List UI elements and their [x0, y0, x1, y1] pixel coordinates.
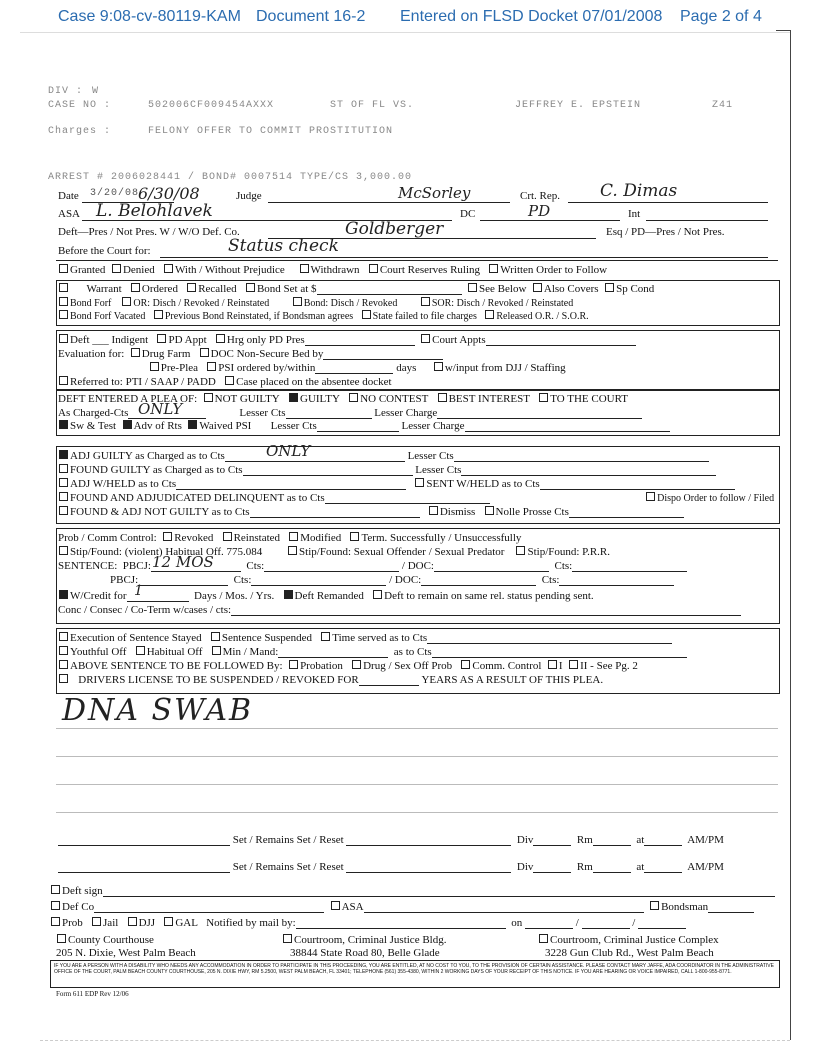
term-checkbox[interactable] [350, 532, 359, 541]
reinstated-checkbox[interactable] [223, 532, 232, 541]
gun-club-checkbox[interactable] [539, 934, 548, 943]
also-covers-checkbox[interactable] [533, 283, 542, 292]
bondsman-checkbox[interactable] [650, 901, 659, 910]
docket-header [0, 8, 813, 32]
pre-plea-checkbox[interactable] [150, 362, 159, 371]
warrant-row: Warrant Ordered Recalled Bond Set at $ See Below Also Covers Sp Cond [58, 283, 654, 295]
sent-withheld-checkbox[interactable] [415, 478, 424, 487]
notes-line [56, 728, 778, 729]
hw-before-court: Status check [228, 236, 339, 256]
prejudice-checkbox[interactable] [164, 264, 173, 273]
bond-forf-checkbox[interactable] [59, 297, 68, 306]
corner-mark [776, 30, 790, 31]
withdrawn-checkbox[interactable] [300, 264, 309, 273]
plea-row: DEFT ENTERED A PLEA OF: NOT GUILTY GUILTY NO CONTEST BEST INTEREST TO THE COURT [58, 393, 628, 405]
esq-pd-presence: Esq / PD—Pres / Not Pres. [606, 226, 725, 238]
notified-row: Prob Jail DJJ GAL Notified by mail by: on / / [50, 917, 686, 929]
asa-label: ASA [58, 208, 81, 220]
sor-checkbox[interactable] [421, 297, 430, 306]
execution-row: Execution of Sentence Stayed Sentence Suspended Time served as to Cts [58, 632, 672, 644]
gal-checkbox[interactable] [164, 917, 173, 926]
drivers-license-row: DRIVERS LICENSE TO BE SUSPENDED / REVOKED FOR YEARS AS A RESULT OF THIS PLEA. [58, 674, 603, 686]
warrant-checkbox[interactable] [59, 283, 68, 292]
evaluation-row: Evaluation for: Drug Farm DOC Non-Secure Bed by [58, 348, 443, 360]
charges-label: Charges : [48, 126, 112, 137]
followed-by-checkbox[interactable] [59, 660, 68, 669]
location-belle-glade: Courtroom, Criminal Justice Bldg. [282, 934, 446, 946]
bond-status-row: Bond Forf OR: Disch / Revoked / Reinstated Bond: Disch / Revoked SOR: Disch / Revoked / Reinstated [58, 297, 573, 309]
sentence-row-2: PBCJ: Cts: / DOC: Cts: [58, 574, 674, 586]
sworn-checkbox[interactable] [59, 420, 68, 429]
followed-by-row: ABOVE SENTENCE TO BE FOLLOWED By: Probation Drug / Sex Off Prob Comm. Control I II - See Pg. 2 [58, 660, 638, 672]
def-co-checkbox[interactable] [51, 901, 60, 910]
hw-dc: PD [528, 202, 551, 220]
prob-checkbox[interactable] [51, 917, 60, 926]
top-rule [20, 32, 790, 33]
denied-checkbox[interactable] [112, 264, 121, 273]
judge-label: Judge [236, 190, 262, 202]
ada-notice: IF YOU ARE A PERSON WITH A DISABILITY WHO NEEDS ANY ACCOMMODATION IN ORDER TO PARTICIPATE IN THIS PROCEEDING, YOU ARE ENTITLED, AT NO COST TO YOU, TO THE PROVISION OF CERTAIN ASSISTANCE. PLEASE CONTACT MARY JAFFE, ADA COORDINATOR IN THE ADMINISTRATIVE OFFICE OF THE COURT, PALM BEACH COUNTY COURTHOUSE, 205 N. DIXIE HWY, RM 5.2500, WEST PALM BEACH, FL 33401; TELEPHONE (561) 355-4380, WITHIN 2 WORKING DAYS OF YOUR RECEIPT OF THIS NOTICE. IF YOU ARE HEARING OR VOICE IMPAIRED, CALL 1-800-955-8771. [54, 963, 774, 976]
court-appts-checkbox[interactable] [421, 334, 430, 343]
sentence-row-1: SENTENCE: PBCJ: Cts: / DOC: Cts: [58, 560, 687, 572]
reserves-ruling-checkbox[interactable] [369, 264, 378, 273]
case-label: CASE NO : [48, 100, 112, 111]
comm-ii-checkbox[interactable] [569, 660, 578, 669]
hw-pbcj: 12 MOS [152, 553, 214, 571]
date-label: Date [58, 190, 79, 202]
or-checkbox[interactable] [122, 297, 131, 306]
sworn-row: Sw & Test Adv of Rts Waived PSI Lesser Cts Lesser Charge [58, 420, 670, 432]
granted-checkbox[interactable] [59, 264, 68, 273]
execution-stayed-checkbox[interactable] [59, 632, 68, 641]
header-entered: Entered on FLSD Docket 07/01/2008 [400, 8, 663, 25]
youthful-checkbox[interactable] [59, 646, 68, 655]
notes-line [56, 812, 778, 813]
found-guilty-row: FOUND GUILTY as Charged as to Cts Lesser Cts [58, 464, 716, 476]
def-co-row: Def Co ASA Bondsman [50, 901, 754, 913]
form-number: Form 611 EDP Rev 12/06 [56, 990, 129, 998]
location-gun-club-address: 3228 Gun Club Rd., West Palm Beach [545, 947, 714, 959]
jail-checkbox[interactable] [92, 917, 101, 926]
hw-date: 6/30/08 [138, 184, 200, 203]
bond-disch-checkbox[interactable] [293, 297, 302, 306]
location-county: County Courthouse [56, 934, 154, 946]
right-edge-line [790, 30, 791, 1040]
found-guilty-checkbox[interactable] [59, 464, 68, 473]
prr-checkbox[interactable] [516, 546, 525, 555]
drug-sex-prob-checkbox[interactable] [352, 660, 361, 669]
dismiss-checkbox[interactable] [429, 506, 438, 515]
not-guilty-adj-row: FOUND & ADJ NOT GUILTY as to Cts Dismiss Nolle Prosse Cts [58, 506, 684, 518]
dc-label: DC [460, 208, 476, 220]
pd-appt-checkbox[interactable] [157, 334, 166, 343]
ordered-checkbox[interactable] [131, 283, 140, 292]
hrg-only-checkbox[interactable] [216, 334, 225, 343]
referred-checkbox[interactable] [59, 376, 68, 385]
dispo-order-checkbox[interactable] [646, 492, 655, 501]
deft-sign-checkbox[interactable] [51, 885, 60, 894]
header-document: Document 16-2 [256, 8, 366, 25]
div-label: DIV : [48, 86, 84, 97]
credit-row: W/Credit for Days / Mos. / Yrs. Deft Remanded Deft to remain on same rel. status pending sent. [58, 590, 594, 602]
defendant-name: JEFFREY E. EPSTEIN [515, 100, 642, 111]
youthful-row: Youthful Off Habitual Off Min / Mand: as to Cts [58, 646, 687, 658]
nolle-prosse-checkbox[interactable] [485, 506, 494, 515]
bond-vacated-row: Bond Forf Vacated Previous Bond Reinstated, if Bondsman agrees State failed to file charges Released O.R. / S.O.R. [58, 310, 589, 322]
state-label: ST OF FL VS. [330, 100, 415, 111]
location-gun-club: Courtroom, Criminal Justice Complex [538, 934, 719, 946]
written-order-checkbox[interactable] [489, 264, 498, 273]
crt-rep-label: Crt. Rep. [520, 190, 561, 202]
waived-psi-checkbox[interactable] [188, 420, 197, 429]
reset-row-1: Set / Remains Set / Reset Div Rm at AM/PM [58, 834, 724, 846]
header-page: Page 2 of 4 [680, 8, 762, 25]
doc-bed-checkbox[interactable] [200, 348, 209, 357]
belle-glade-checkbox[interactable] [283, 934, 292, 943]
best-interest-checkbox[interactable] [438, 393, 447, 402]
date-stamp: 3/20/08 [90, 188, 140, 199]
row-granted: Granted Denied With / Without Prejudice Withdrawn Court Reserves Ruling Written Order to Follow [58, 264, 607, 276]
psi-checkbox[interactable] [207, 362, 216, 371]
absentee-checkbox[interactable] [225, 376, 234, 385]
adj-withheld-checkbox[interactable] [59, 478, 68, 487]
delinquent-row: FOUND AND ADJUDICATED DELINQUENT as to Cts Dispo Order to follow / Filed [58, 492, 774, 504]
previous-bond-checkbox[interactable] [154, 310, 163, 319]
charges-value: FELONY OFFER TO COMMIT PROSTITUTION [148, 126, 394, 137]
notes-line [56, 784, 778, 785]
remanded-checkbox[interactable] [284, 590, 293, 599]
location-county-address: 205 N. Dixie, West Palm Beach [56, 947, 196, 959]
comm-i-checkbox[interactable] [548, 660, 557, 669]
bottom-edge [40, 1040, 790, 1041]
judge-code: Z41 [712, 100, 734, 111]
sp-cond-checkbox[interactable] [605, 283, 614, 292]
stipulation-row: Stip/Found: (violent) Habitual Off. 775.084 Stip/Found: Sexual Offender / Sexual Predator Stip/Found: P.R.R. [58, 546, 610, 558]
delinquent-checkbox[interactable] [59, 492, 68, 501]
no-contest-checkbox[interactable] [349, 393, 358, 402]
arrest-line: ARREST # 2006028441 / BOND# 0007514 TYPE/CS 3,000.00 [48, 172, 413, 183]
asa-checkbox[interactable] [331, 901, 340, 910]
drug-farm-checkbox[interactable] [131, 348, 140, 357]
int-label: Int [628, 208, 641, 220]
not-guilty-checkbox[interactable] [204, 393, 213, 402]
adv-rts-checkbox[interactable] [123, 420, 132, 429]
referred-row: Referred to: PTI / SAAP / PADD Case placed on the absentee docket [58, 376, 392, 388]
as-charged-row: As Charged-Cts Lesser Cts Lesser Charge [58, 407, 642, 419]
notes-line [56, 756, 778, 757]
header-case-number: Case 9:08-cv-80119-KAM [58, 8, 241, 25]
recalled-checkbox[interactable] [187, 283, 196, 292]
hw-credit: 1 [134, 583, 143, 599]
psi-row: Pre-Plea PSI ordered by/within days w/input from DJJ / Staffing [58, 362, 566, 374]
min-mand-checkbox[interactable] [212, 646, 221, 655]
probation-row: Prob / Comm Control: Revoked Reinstated Modified Term. Successfully / Unsuccessfully [58, 532, 522, 544]
conc-row: Conc / Consec / Co-Term w/cases / cts: [58, 604, 741, 616]
reset-row-2: Set / Remains Set / Reset Div Rm at AM/PM [58, 861, 724, 873]
before-court-label: Before the Court for: [58, 245, 151, 257]
hw-def-co: Goldberger [345, 219, 444, 239]
habitual-violent-checkbox[interactable] [59, 546, 68, 555]
case-value: 502006CF009454AXXX [148, 100, 275, 111]
hw-crt-rep: C. Dimas [600, 181, 678, 201]
indigent-checkbox[interactable] [59, 334, 68, 343]
sentence-suspended-checkbox[interactable] [211, 632, 220, 641]
djj-input-checkbox[interactable] [434, 362, 443, 371]
hw-asa: L. Belohlavek [96, 201, 213, 221]
probation-checkbox[interactable] [289, 660, 298, 669]
hw-plea-cts: ONLY [138, 400, 183, 418]
hw-judge: McSorley [398, 184, 471, 202]
bond-vacated-checkbox[interactable] [59, 310, 68, 319]
indigent-row: Deft ___ Indigent PD Appt Hrg only PD Pres Court Appts [58, 334, 636, 346]
adj-guilty-row: ADJ GUILTY as Charged as to Cts Lesser Cts [58, 450, 709, 462]
bond-set-checkbox[interactable] [246, 283, 255, 292]
see-below-checkbox[interactable] [468, 283, 477, 292]
adj-guilty-checkbox[interactable] [59, 450, 68, 459]
djj-checkbox[interactable] [128, 917, 137, 926]
location-belle-glade-address: 38844 State Road 80, Belle Glade [290, 947, 440, 959]
ada-notice-box [50, 960, 780, 988]
modified-checkbox[interactable] [289, 532, 298, 541]
remain-status-checkbox[interactable] [373, 590, 382, 599]
released-or-checkbox[interactable] [485, 310, 494, 319]
sexual-offender-checkbox[interactable] [288, 546, 297, 555]
to-court-checkbox[interactable] [539, 393, 548, 402]
found-not-guilty-checkbox[interactable] [59, 506, 68, 515]
w-credit-checkbox[interactable] [59, 590, 68, 599]
drivers-license-checkbox[interactable] [59, 674, 68, 683]
guilty-checkbox[interactable] [289, 393, 298, 402]
habitual-checkbox[interactable] [136, 646, 145, 655]
time-served-checkbox[interactable] [321, 632, 330, 641]
hw-adj-cts: ONLY [266, 442, 311, 460]
hw-notes: DNA SWAB [62, 693, 254, 728]
div-value: W [92, 86, 100, 97]
deft-sign-row: Deft sign [50, 885, 775, 897]
deft-presence: Deft—Pres / Not Pres. W / W/O Def. Co. [58, 226, 240, 238]
county-courthouse-checkbox[interactable] [57, 934, 66, 943]
state-failed-checkbox[interactable] [362, 310, 371, 319]
adj-withheld-row: ADJ W/HELD as to Cts SENT W/HELD as to Cts [58, 478, 735, 490]
comm-control-checkbox[interactable] [461, 660, 470, 669]
revoked-checkbox[interactable] [163, 532, 172, 541]
